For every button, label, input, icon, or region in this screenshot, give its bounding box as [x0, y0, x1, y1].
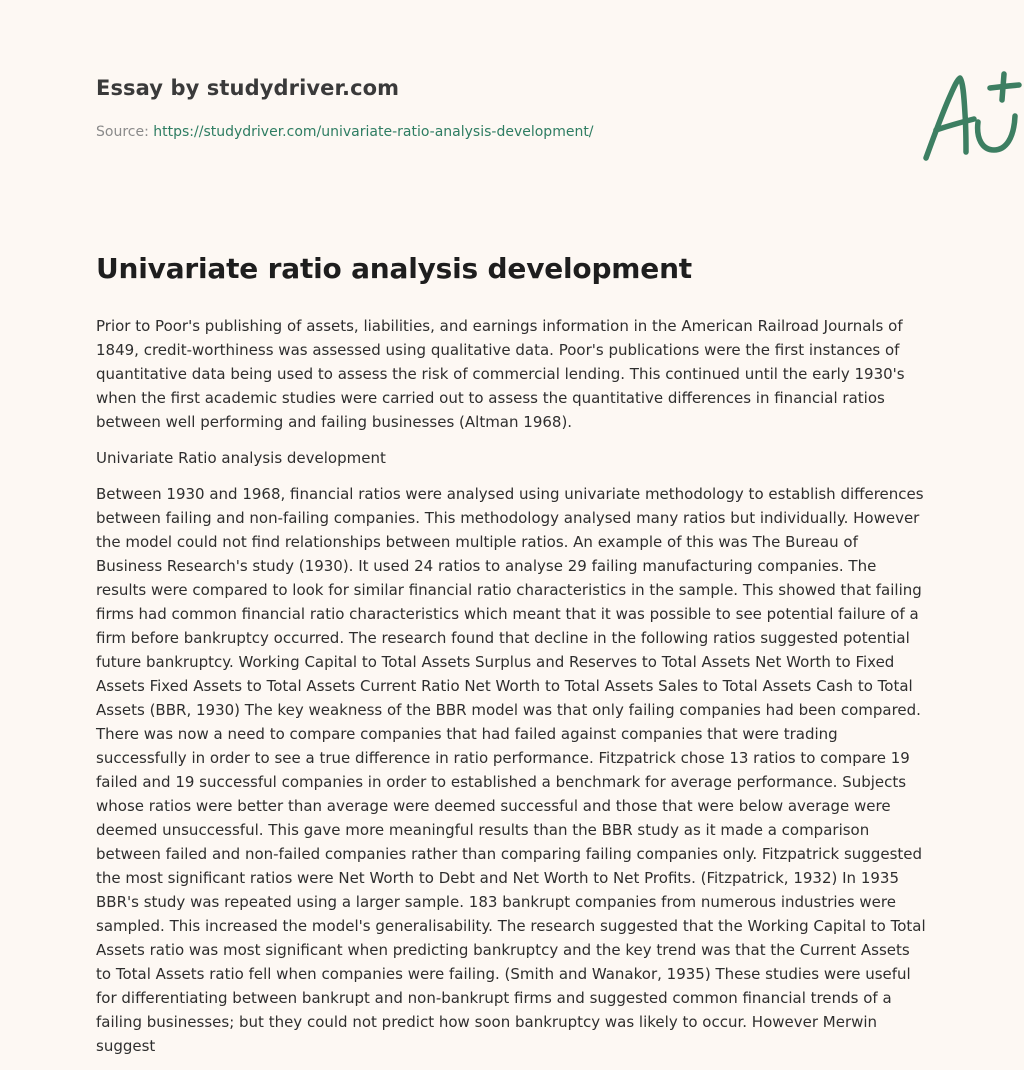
site-brand: Essay by studydriver.com [96, 76, 400, 100]
source-label: Source: [96, 124, 149, 140]
source-link[interactable]: https://studydriver.com/univariate-ratio-analysis-development/ [153, 124, 594, 140]
source-line [96, 124, 594, 140]
paragraph-subheading: Univariate Ratio analysis development [96, 449, 386, 467]
essay-body [96, 314, 926, 1070]
essay-title: Univariate ratio analysis development [96, 252, 692, 285]
paragraph-intro: Prior to Poor's publishing of assets, liabilities, and earnings information in the American Railroad Journals of 1849, credit-worthiness was assessed using qualitative data. Poor's publications were the first instances of quantitative data being used to assess the risk of commercial lending. This continued until the early 1930's when the first academic studies were carried out to assess the quantitative differences in financial ratios between well performing and failing businesses (Altman 1968). [96, 317, 905, 431]
a-plus-logo-icon [916, 66, 1024, 166]
paragraph-main: Between 1930 and 1968, financial ratios were analysed using univariate methodology to establish differences between failing and non-failing companies. This methodology analysed many ratios but individually. However the model could not find relationships between multiple ratios. An example of this was The Bureau of Business Research's study (1930). It used 24 ratios to analyse 29 failing manufacturing companies. The results were compared to look for similar financial ratio characteristics in the sample. This showed that failing firms had common financial ratio characteristics which meant that it was possible to see potential failure of a firm before bankruptcy occurred. The research found that decline in the following ratios suggested potential future bankruptcy. Working Capital to Total Assets Surplus and Reserves to Total Assets Net Worth to Fixed Assets Fixed Assets to Total Assets Current Ratio Net Worth to Total Assets Sales to Total Assets Cash to Total Assets (BBR, 1930) The key weakness of the BBR model was that only failing companies had been compared. There was now a need to compare companies that had failed against companies that were trading successfully in order to see a true difference in ratio performance. Fitzpatrick chose 13 ratios to compare 19 failed and 19 successful companies in order to established a benchmark for average performance. Subjects whose ratios were better than average were deemed successful and those that were below average were deemed unsuccessful. This gave more meaningful results than the BBR study as it made a comparison between failed and non-failed companies rather than comparing failing companies only. Fitzpatrick suggested the most significant ratios were Net Worth to Debt and Net Worth to Net Profits. (Fitzpatrick, 1932) In 1935 BBR's study was repeated using a larger sample. 183 bankrupt companies from numerous industries were sampled. This increased the model's generalisability. The research suggested that the Working Capital to Total Assets ratio was most significant when predicting bankruptcy and the key trend was that the Current Assets to Total Assets ratio fell when companies were failing. (Smith and Wanakor, 1935) These studies were useful for differentiating between bankrupt and non-bankrupt firms and suggested common financial trends of a failing businesses; but they could not predict how soon bankruptcy was likely to occur. However Merwin suggest [96, 485, 926, 1055]
